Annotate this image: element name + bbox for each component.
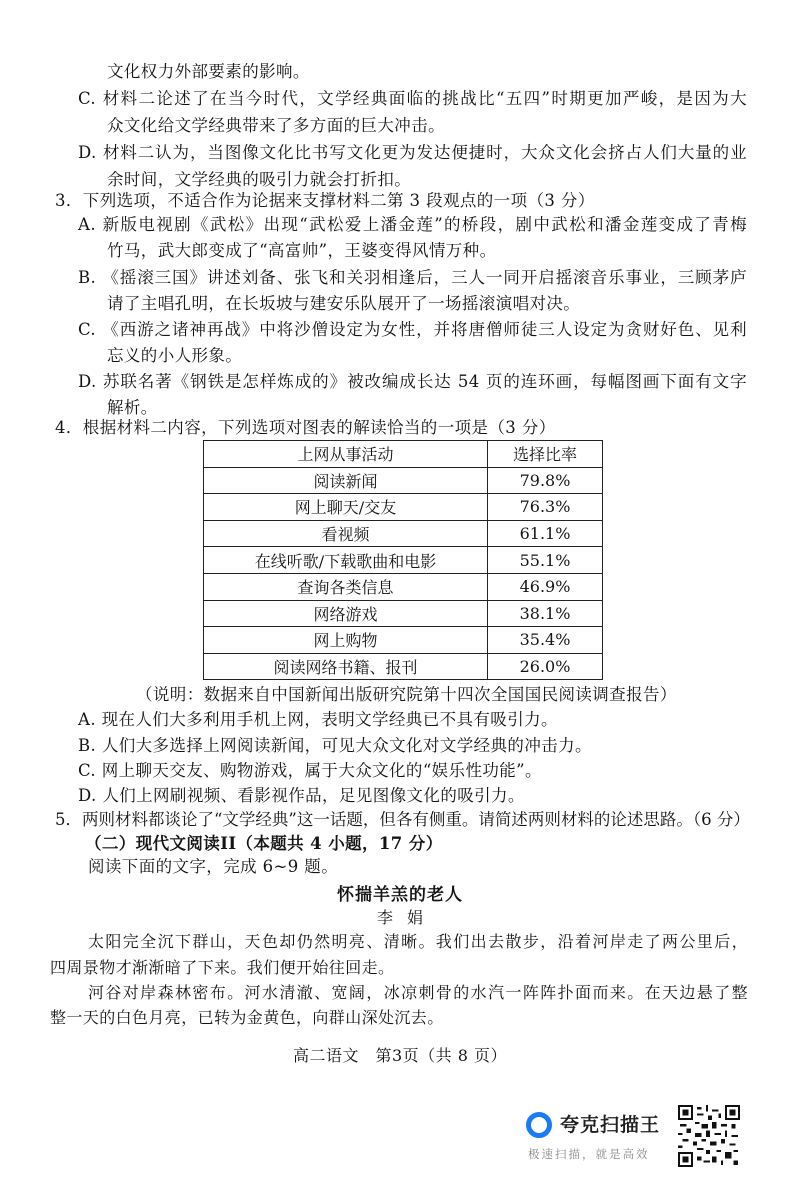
qr-code-icon bbox=[678, 1105, 740, 1167]
option-3a-line2: 竹马，武大郎变成了“高富帅”，王婆变得风情万种。 bbox=[107, 241, 497, 260]
option-3b-line2: 请了主唱孔明，在长坂坡与建安乐队展开了一场摇滚演唱对决。 bbox=[107, 294, 581, 313]
option-4b: B. 人们大多选择上网阅读新闻，可见大众文化对文学经典的冲击力。 bbox=[78, 736, 592, 755]
story-paragraph-2-line2: 整一天的白色月亮，已转为金黄色，向群山深处沉去。 bbox=[50, 1008, 444, 1027]
option-3d-line1: D. 苏联名著《钢铁是怎样炼成的》被改编成长达 54 页的连环画，每幅图画下面有文字 bbox=[78, 372, 747, 391]
table-cell-activity: 网上聊天/交友 bbox=[204, 494, 488, 521]
option-2d-line1: D. 材料二认为，当图像文化比书写文化更为发达便捷时，大众文化会挤占人们大量的业 bbox=[78, 143, 747, 162]
question-4: 4．根据材料二内容，下列选项对图表的解读恰当的一项是（3 分） bbox=[55, 418, 556, 437]
table-header-activity: 上网从事活动 bbox=[204, 441, 488, 468]
table-cell-activity: 网络游戏 bbox=[204, 600, 488, 627]
table-row bbox=[204, 600, 603, 627]
table-row bbox=[204, 653, 603, 680]
table-cell-rate: 26.0% bbox=[488, 653, 603, 680]
option-4c: C. 网上聊天交友、购物游戏，属于大众文化的“娱乐性功能”。 bbox=[78, 761, 542, 780]
option-4d: D. 人们上网刷视频、看影视作品，足见图像文化的吸引力。 bbox=[78, 786, 525, 805]
story-title: 怀揣羊羔的老人 bbox=[337, 885, 463, 905]
table-row bbox=[204, 627, 603, 654]
option-3b-line1: B. 《摇滚三国》讲述刘备、张飞和关羽相逢后，三人一同开启摇滚音乐事业，三顾茅庐 bbox=[78, 268, 747, 287]
option-2c-line1: C. 材料二论述了在当今时代，文学经典面临的挑战比“五四”时期更加严峻，是因为大 bbox=[78, 89, 747, 108]
option-3d-line2: 解析。 bbox=[107, 398, 158, 417]
table-row bbox=[204, 547, 603, 574]
story-paragraph-1-line2: 四周景物才渐渐暗了下来。我们便开始往回走。 bbox=[50, 958, 395, 977]
table-cell-activity: 在线听歌/下载歌曲和电影 bbox=[204, 547, 488, 574]
table-cell-rate: 79.8% bbox=[488, 467, 603, 494]
story-paragraph-2-line1: 河谷对岸森林密布。河水清澈、宽阔，冰凉刺骨的水汽一阵阵扑面而来。在天边悬了整 bbox=[88, 983, 748, 1002]
watermark-slogan: 极速扫描，就是高效 bbox=[528, 1147, 650, 1161]
option-2d-line2: 余时间，文学经典的吸引力就会打折扣。 bbox=[107, 170, 412, 189]
table-row bbox=[204, 573, 603, 600]
option-4a: A. 现在人们大多利用手机上网，表明文学经典已不具有吸引力。 bbox=[78, 710, 558, 729]
table-cell-rate: 76.3% bbox=[488, 494, 603, 521]
line-a-tail: 文化权力外部要素的影响。 bbox=[107, 62, 310, 81]
internet-activity-table bbox=[203, 440, 603, 680]
section-heading: （二）现代文阅读II（本题共 4 小题，17 分） bbox=[85, 834, 443, 853]
table-cell-activity: 阅读新闻 bbox=[204, 467, 488, 494]
scanner-watermark bbox=[526, 1108, 666, 1168]
question-5: 5．两则材料都谈论了“文学经典”这一话题，但各有侧重。请简述两则材料的论述思路。（6 分） bbox=[55, 810, 750, 829]
option-3a-line1: A. 新版电视剧《武松》出现“武松爱上潘金莲”的桥段，剧中武松和潘金莲变成了青梅 bbox=[78, 215, 747, 234]
table-row bbox=[204, 494, 603, 521]
reading-instruction: 阅读下面的文字，完成 6~9 题。 bbox=[88, 857, 339, 876]
page-footer: 高二语文 第3页（共 8 页） bbox=[292, 1046, 508, 1065]
table-cell-rate: 55.1% bbox=[488, 547, 603, 574]
option-2c-line2: 众文化给文学经典带来了多方面的巨大冲击。 bbox=[107, 116, 445, 135]
table-row bbox=[204, 467, 603, 494]
table-cell-rate: 38.1% bbox=[488, 600, 603, 627]
table-cell-rate: 35.4% bbox=[488, 627, 603, 654]
table-note: （说明：数据来自中国新闻出版研究院第十四次全国国民阅读调查报告） bbox=[136, 685, 677, 704]
table-cell-activity: 网上购物 bbox=[204, 627, 488, 654]
table-cell-activity: 看视频 bbox=[204, 520, 488, 547]
question-3: 3．下列选项，不适合作为论据来支撑材料二第 3 段观点的一项（3 分） bbox=[55, 191, 595, 210]
table-cell-rate: 61.1% bbox=[488, 520, 603, 547]
table-row bbox=[204, 520, 603, 547]
option-3c-line2: 忘义的小人形象。 bbox=[107, 346, 243, 365]
watermark-app-name: 夸克扫描王 bbox=[560, 1114, 661, 1136]
table-header-row bbox=[204, 441, 603, 468]
table-header-rate: 选择比率 bbox=[488, 441, 603, 468]
table-cell-activity: 查询各类信息 bbox=[204, 573, 488, 600]
story-paragraph-1-line1: 太阳完全沉下群山，天色却仍然明亮、清晰。我们出去散步，沿着河岸走了两公里后， bbox=[88, 932, 748, 951]
option-3c-line1: C. 《西游之诸神再战》中将沙僧设定为女性，并将唐僧师徒三人设定为贪财好色、见利 bbox=[78, 320, 747, 339]
scanner-logo-icon bbox=[526, 1112, 552, 1138]
story-author: 李娟 bbox=[376, 908, 437, 927]
table-cell-rate: 46.9% bbox=[488, 573, 603, 600]
table-cell-activity: 阅读网络书籍、报刊 bbox=[204, 653, 488, 680]
